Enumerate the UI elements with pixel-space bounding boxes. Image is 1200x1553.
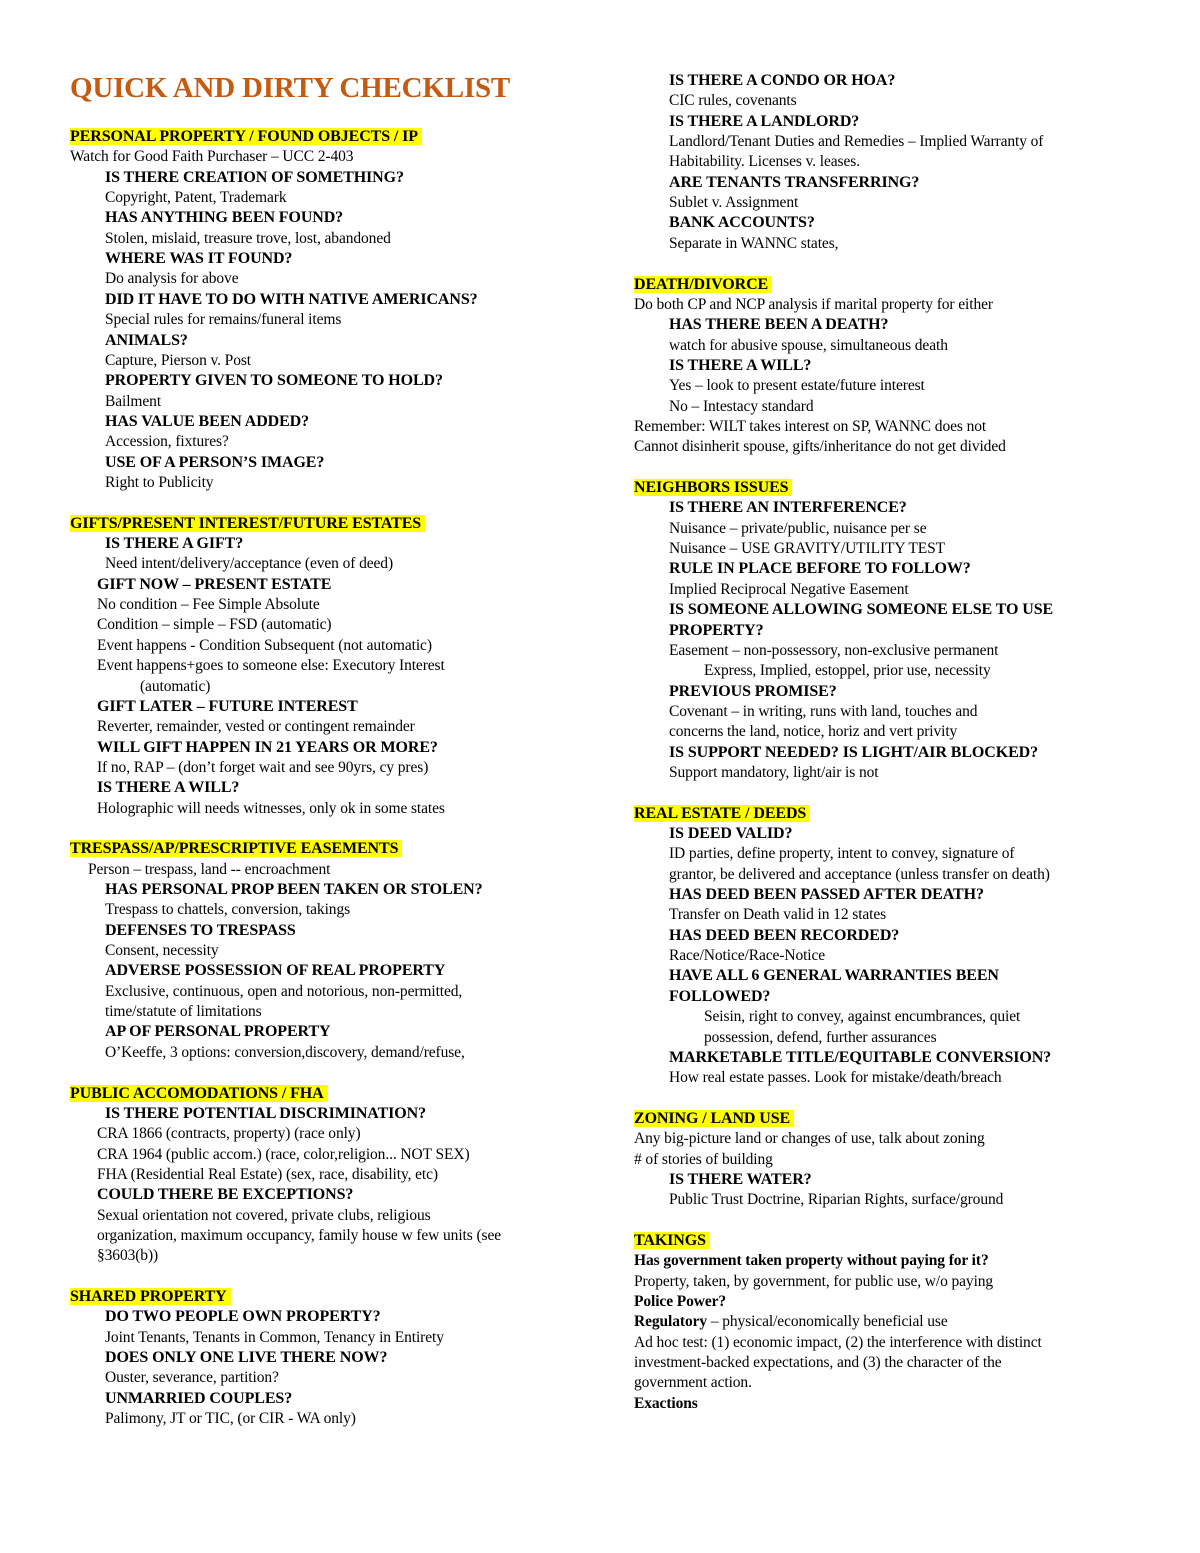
checklist-answer: Stolen, mislaid, treasure trove, lost, abandoned <box>105 229 391 247</box>
checklist-answer: Joint Tenants, Tenants in Common, Tenancy in Entirety <box>105 1328 444 1346</box>
checklist-answer: Holographic will needs witnesses, only ok in some states <box>97 799 445 817</box>
checklist-question: RULE IN PLACE BEFORE TO FOLLOW? <box>669 560 971 578</box>
checklist-answer: Landlord/Tenant Duties and Remedies – Implied Warranty of <box>669 133 1044 150</box>
checklist-answer: Ouster, severance, partition? <box>105 1369 279 1387</box>
checklist-answer: Habitability. Licenses v. leases. <box>669 153 860 171</box>
checklist-answer: Sexual orientation not covered, private clubs, religious <box>97 1206 431 1224</box>
checklist-question: IS THERE A GIFT? <box>105 535 244 552</box>
section-heading: PUBLIC ACCOMODATIONS / FHA <box>70 1085 328 1102</box>
checklist-question: IS THERE A CONDO OR HOA? <box>669 72 896 89</box>
checklist-question: MARKETABLE TITLE/EQUITABLE CONVERSION? <box>669 1048 1052 1066</box>
checklist-question: FOLLOWED? <box>669 987 771 1005</box>
checklist-answer: Sublet v. Assignment <box>669 194 799 212</box>
checklist-question: ANIMALS? <box>105 331 188 349</box>
checklist-question: HAS PERSONAL PROP BEEN TAKEN OR STOLEN? <box>105 881 483 898</box>
checklist-question: PREVIOUS PROMISE? <box>669 682 837 700</box>
checklist-question: GIFT LATER – FUTURE INTEREST <box>97 697 358 715</box>
checklist-answer: Remember: WILT takes interest on SP, WANNC does not <box>634 418 987 435</box>
checklist-answer: government action. <box>634 1374 752 1392</box>
checklist-question: USE OF A PERSON’S IMAGE? <box>105 453 325 471</box>
checklist-question: IS THERE AN INTERFERENCE? <box>669 499 907 517</box>
checklist-question: HAS ANYTHING BEEN FOUND? <box>105 209 344 227</box>
checklist-answer: CIC rules, covenants <box>669 92 797 110</box>
checklist-question: DID IT HAVE TO DO WITH NATIVE AMERICANS? <box>105 290 478 308</box>
checklist-answer: organization, maximum occupancy, family house w few units (see <box>97 1226 502 1244</box>
checklist-answer: Consent, necessity <box>105 942 219 959</box>
checklist-question: HAS DEED BEEN PASSED AFTER DEATH? <box>669 886 984 903</box>
checklist-answer: Bailment <box>105 392 162 410</box>
checklist-answer: §3603(b)) <box>97 1247 159 1265</box>
section-heading: TAKINGS <box>634 1232 710 1249</box>
checklist-answer: Reverter, remainder, vested or contingent remainder <box>97 718 415 736</box>
checklist-question: IS THERE A WILL? <box>669 356 812 374</box>
checklist-answer: No condition – Fee Simple Absolute <box>97 596 320 614</box>
checklist-question: HAS DEED BEEN RECORDED? <box>669 926 900 944</box>
checklist-question: PROPERTY? <box>669 621 764 639</box>
checklist-answer: Support mandatory, light/air is not <box>669 763 879 781</box>
checklist-answer: Copyright, Patent, Trademark <box>105 189 287 206</box>
checklist-answer: CRA 1866 (contracts, property) (race only) <box>97 1125 361 1143</box>
checklist-answer: Person – trespass, land -- encroachment <box>88 860 331 878</box>
checklist-answer: Watch for Good Faith Purchaser – UCC 2-403 <box>70 148 354 166</box>
checklist-answer: Event happens+goes to someone else: Executory Interest <box>97 657 445 675</box>
checklist-answer: Transfer on Death valid in 12 states <box>669 906 887 924</box>
bold-subheading: Police Power? <box>634 1293 727 1310</box>
section-heading: NEIGHBORS ISSUES <box>634 479 792 496</box>
checklist-answer: How real estate passes. Look for mistake/death/breach <box>669 1069 1002 1087</box>
section-heading-line <box>634 1231 710 1251</box>
section-heading-line <box>634 1109 794 1129</box>
checklist-answer: Ad hoc test: (1) economic impact, (2) the interference with distinct <box>634 1333 1042 1351</box>
checklist-question: UNMARRIED COUPLES? <box>105 1389 293 1407</box>
checklist-answer: Exclusive, continuous, open and notorious, non-permitted, <box>105 982 463 1000</box>
checklist-answer: No – Intestacy standard <box>669 397 814 415</box>
checklist-answer: Express, Implied, estoppel, prior use, necessity <box>704 662 991 680</box>
checklist-question: HAS VALUE BEEN ADDED? <box>105 412 310 430</box>
section-heading: PERSONAL PROPERTY / FOUND OBJECTS / IP <box>70 128 422 145</box>
checklist-answer: Accession, fixtures? <box>105 433 229 451</box>
checklist-answer: Easement – non-possessory, non-exclusive permanent <box>669 641 999 659</box>
checklist-answer: FHA (Residential Real Estate) (sex, race, disability, etc) <box>97 1165 438 1183</box>
checklist-question: DO TWO PEOPLE OWN PROPERTY? <box>105 1308 381 1326</box>
checklist-answer: grantor, be delivered and acceptance (unless transfer on death) <box>669 865 1050 883</box>
document-title: QUICK AND DIRTY CHECKLIST <box>70 72 511 104</box>
checklist-answer: Need intent/delivery/acceptance (even of deed) <box>105 555 394 573</box>
checklist-answer: Separate in WANNC states, <box>669 234 839 252</box>
section-heading: ZONING / LAND USE <box>634 1110 794 1127</box>
checklist-answer: Race/Notice/Race-Notice <box>669 947 826 965</box>
checklist-question: COULD THERE BE EXCEPTIONS? <box>97 1186 354 1204</box>
checklist-question: BANK ACCOUNTS? <box>669 214 815 232</box>
checklist-question: IS DEED VALID? <box>669 825 793 842</box>
checklist-answer: Nuisance – private/public, nuisance per se <box>669 519 927 537</box>
checklist-answer: Yes – look to present estate/future interest <box>669 377 925 395</box>
checklist-question: IS THERE POTENTIAL DISCRIMINATION? <box>105 1104 426 1122</box>
checklist-question: HAVE ALL 6 GENERAL WARRANTIES BEEN <box>669 967 999 985</box>
section-heading-line <box>70 1084 328 1104</box>
bold-term: Regulatory <box>634 1313 708 1331</box>
term-description: – physical/economically beneficial use <box>707 1313 948 1331</box>
checklist-answer: ID parties, define property, intent to convey, signature of <box>669 845 1015 863</box>
checklist-answer: Cannot disinherit spouse, gifts/inheritance do not get divided <box>634 438 1006 456</box>
checklist-question: HAS THERE BEEN A DEATH? <box>669 316 889 334</box>
section-heading-line <box>70 514 425 534</box>
section-heading-line <box>70 1287 231 1307</box>
checklist-answer: O’Keeffe, 3 options: conversion,discovery, demand/refuse, <box>105 1043 465 1061</box>
checklist-question: IS SUPPORT NEEDED? IS LIGHT/AIR BLOCKED? <box>669 743 1039 761</box>
bold-subheading: Has government taken property without paying for it? <box>634 1252 989 1270</box>
checklist-answer: Special rules for remains/funeral items <box>105 311 342 329</box>
checklist-answer: Event happens - Condition Subsequent (not automatic) <box>97 636 432 654</box>
checklist-answer: Right to Publicity <box>105 474 214 491</box>
checklist-answer: (automatic) <box>140 677 211 695</box>
bold-subheading: Exactions <box>634 1394 698 1412</box>
checklist-answer: watch for abusive spouse, simultaneous death <box>669 336 948 354</box>
checklist-answer: Any big-picture land or changes of use, talk about zoning <box>634 1130 985 1148</box>
checklist-question: WILL GIFT HAPPEN IN 21 YEARS OR MORE? <box>97 738 438 756</box>
checklist-line <box>634 1312 948 1332</box>
checklist-answer: investment-backed expectations, and (3) the character of the <box>634 1354 1002 1371</box>
checklist-question: IS THERE WATER? <box>669 1170 812 1188</box>
section-heading: DEATH/DIVORCE <box>634 276 772 293</box>
checklist-question: DEFENSES TO TRESPASS <box>105 921 296 939</box>
checklist-answer: Capture, Pierson v. Post <box>105 351 251 369</box>
section-heading-line <box>70 839 402 859</box>
checklist-answer: time/statute of limitations <box>105 1003 262 1021</box>
checklist-answer: Nuisance – USE GRAVITY/UTILITY TEST <box>669 540 946 558</box>
section-heading-line <box>634 478 792 498</box>
checklist-answer: Do both CP and NCP analysis if marital property for either <box>634 295 993 313</box>
checklist-question: ARE TENANTS TRANSFERRING? <box>669 173 920 191</box>
checklist-question: ADVERSE POSSESSION OF REAL PROPERTY <box>105 962 446 980</box>
checklist-question: IS THERE CREATION OF SOMETHING? <box>105 168 404 186</box>
section-heading: GIFTS/PRESENT INTEREST/FUTURE ESTATES <box>70 515 425 532</box>
checklist-question: IS SOMEONE ALLOWING SOMEONE ELSE TO USE <box>669 601 1054 619</box>
section-heading-line <box>70 127 422 147</box>
checklist-answer: Public Trust Doctrine, Riparian Rights, surface/ground <box>669 1191 1004 1209</box>
checklist-answer: Covenant – in writing, runs with land, touches and <box>669 702 978 720</box>
checklist-answer: Implied Reciprocal Negative Easement <box>669 580 909 598</box>
checklist-question: GIFT NOW – PRESENT ESTATE <box>97 575 332 593</box>
checklist-answer: CRA 1964 (public accom.) (race, color,religion... NOT SEX) <box>97 1145 470 1163</box>
section-heading-line <box>634 275 772 295</box>
checklist-question: AP OF PERSONAL PROPERTY <box>105 1023 331 1041</box>
checklist-answer: # of stories of building <box>634 1150 773 1168</box>
section-heading: TRESPASS/AP/PRESCRIPTIVE EASEMENTS <box>70 840 402 857</box>
checklist-answer: If no, RAP – (don’t forget wait and see 90yrs, cy pres) <box>97 758 429 776</box>
checklist-answer: Property, taken, by government, for public use, w/o paying <box>634 1272 994 1290</box>
section-heading-line <box>634 804 810 824</box>
checklist-question: DOES ONLY ONE LIVE THERE NOW? <box>105 1349 388 1366</box>
section-heading: SHARED PROPERTY <box>70 1288 231 1305</box>
checklist-answer: possession, defend, further assurances <box>704 1028 937 1046</box>
checklist-question: IS THERE A LANDLORD? <box>669 112 860 130</box>
checklist-answer: Condition – simple – FSD (automatic) <box>97 616 332 634</box>
checklist-question: WHERE WAS IT FOUND? <box>105 250 293 268</box>
checklist-answer: Do analysis for above <box>105 270 239 288</box>
section-heading: REAL ESTATE / DEEDS <box>634 805 810 822</box>
checklist-question: PROPERTY GIVEN TO SOMEONE TO HOLD? <box>105 372 443 390</box>
checklist-answer: concerns the land, notice, horiz and vert privity <box>669 723 958 741</box>
checklist-answer: Seisin, right to convey, against encumbrances, quiet <box>704 1008 1021 1026</box>
checklist-answer: Palimony, JT or TIC, (or CIR - WA only) <box>105 1410 356 1427</box>
checklist-answer: Trespass to chattels, conversion, takings <box>105 901 351 919</box>
checklist-question: IS THERE A WILL? <box>97 779 240 797</box>
